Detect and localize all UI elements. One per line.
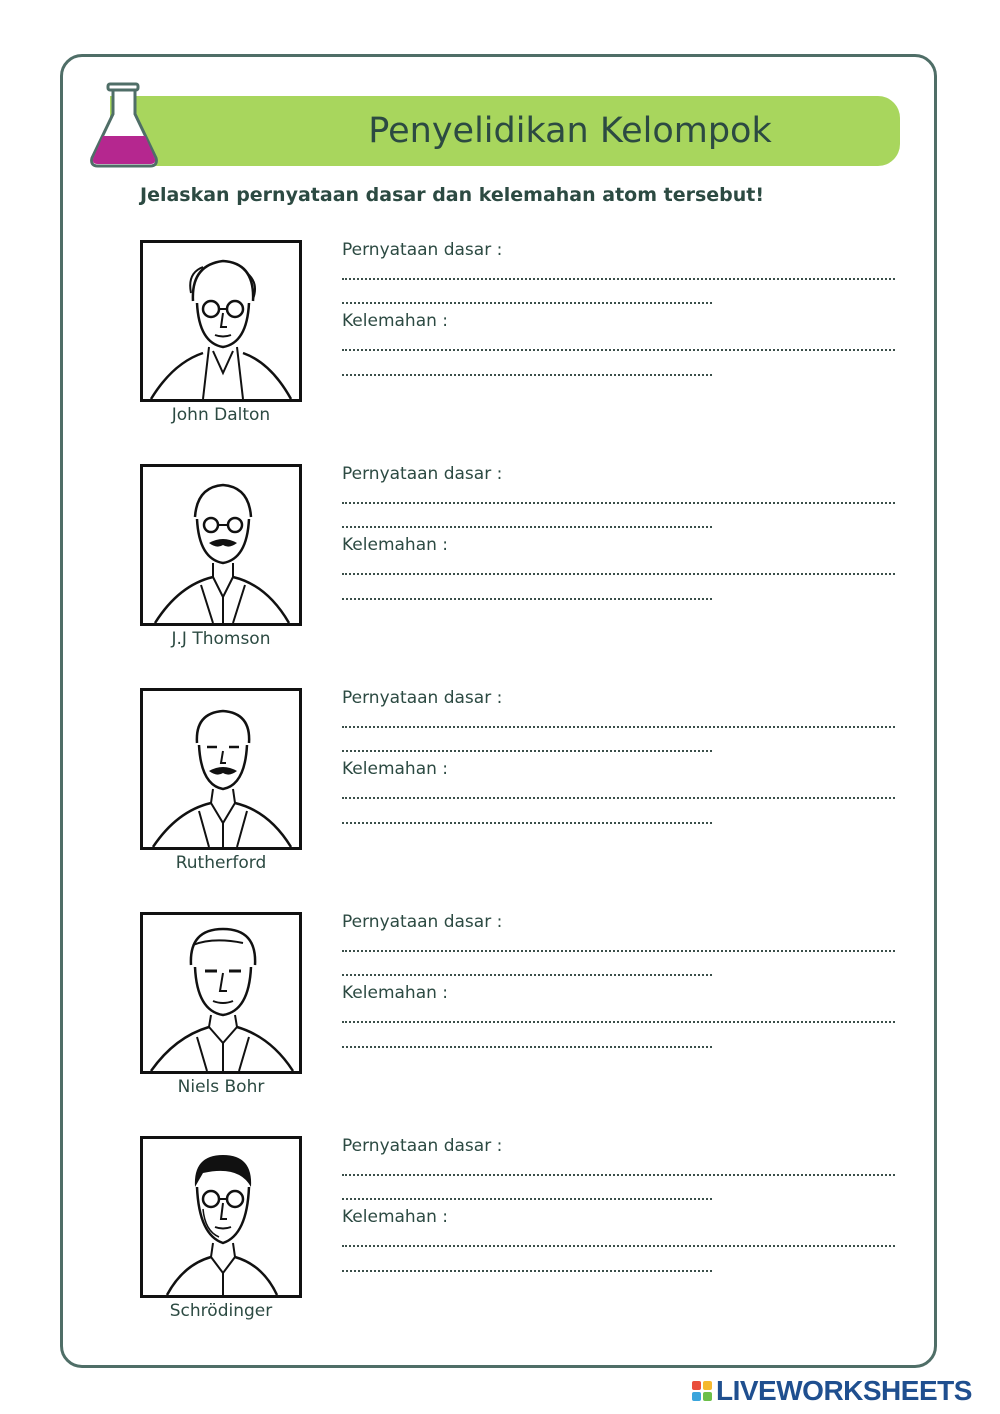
weakness-answer-line-2[interactable] <box>342 1270 712 1272</box>
weakness-label: Kelemahan : <box>342 311 449 331</box>
weakness-answer-line-1[interactable] <box>342 1021 895 1023</box>
portrait-schrodinger <box>140 1136 302 1298</box>
scientist-name: Niels Bohr <box>177 1077 265 1097</box>
weakness-answer-line-1[interactable] <box>342 1245 895 1247</box>
scientist-row-dalton <box>140 240 920 430</box>
statement-answer-line-2[interactable] <box>342 750 712 752</box>
weakness-answer-line-1[interactable] <box>342 573 895 575</box>
logo-grid-icon <box>692 1381 712 1401</box>
scientist-name: Schrödinger <box>169 1301 273 1321</box>
statement-answer-line-2[interactable] <box>342 302 712 304</box>
statement-label: Pernyataan dasar : <box>342 1136 503 1156</box>
dalton-portrait-image <box>143 243 299 399</box>
statement-answer-line-1[interactable] <box>342 1174 895 1176</box>
scientist-name: Rutherford <box>175 853 267 873</box>
schrodinger-portrait-image <box>143 1139 299 1295</box>
scientist-row-schrodinger <box>140 1136 920 1326</box>
logo-text: LIVEWORKSHEETS <box>716 1375 972 1406</box>
statement-answer-line-2[interactable] <box>342 974 712 976</box>
portrait-thomson <box>140 464 302 626</box>
weakness-answer-line-2[interactable] <box>342 598 712 600</box>
bohr-portrait-image <box>143 915 299 1071</box>
page-title: Penyelidikan Kelompok <box>368 111 772 151</box>
statement-label: Pernyataan dasar : <box>342 912 503 932</box>
weakness-label: Kelemahan : <box>342 983 449 1003</box>
statement-answer-line-1[interactable] <box>342 950 895 952</box>
scientist-name: John Dalton <box>171 405 271 425</box>
flask-icon <box>86 80 162 172</box>
statement-label: Pernyataan dasar : <box>342 240 503 260</box>
scientist-row-thomson <box>140 464 920 654</box>
thomson-portrait-image <box>143 467 299 623</box>
portrait-rutherford <box>140 688 302 850</box>
weakness-label: Kelemahan : <box>342 1207 449 1227</box>
rutherford-portrait-image <box>143 691 299 847</box>
weakness-answer-line-1[interactable] <box>342 349 895 351</box>
weakness-answer-line-1[interactable] <box>342 797 895 799</box>
weakness-answer-line-2[interactable] <box>342 374 712 376</box>
weakness-label: Kelemahan : <box>342 535 449 555</box>
portrait-dalton <box>140 240 302 402</box>
statement-answer-line-2[interactable] <box>342 1198 712 1200</box>
statement-answer-line-1[interactable] <box>342 278 895 280</box>
weakness-answer-line-2[interactable] <box>342 1046 712 1048</box>
weakness-answer-line-2[interactable] <box>342 822 712 824</box>
portrait-bohr <box>140 912 302 1074</box>
scientist-row-bohr <box>140 912 920 1102</box>
weakness-label: Kelemahan : <box>342 759 449 779</box>
scientist-row-rutherford <box>140 688 920 878</box>
liveworksheets-logo[interactable] <box>692 1376 972 1406</box>
statement-answer-line-1[interactable] <box>342 502 895 504</box>
statement-label: Pernyataan dasar : <box>342 464 503 484</box>
title-banner <box>110 96 900 166</box>
statement-answer-line-1[interactable] <box>342 726 895 728</box>
instruction-text: Jelaskan pernyataan dasar dan kelemahan atom tersebut! <box>140 184 765 206</box>
scientist-name: J.J Thomson <box>171 629 271 649</box>
statement-label: Pernyataan dasar : <box>342 688 503 708</box>
statement-answer-line-2[interactable] <box>342 526 712 528</box>
